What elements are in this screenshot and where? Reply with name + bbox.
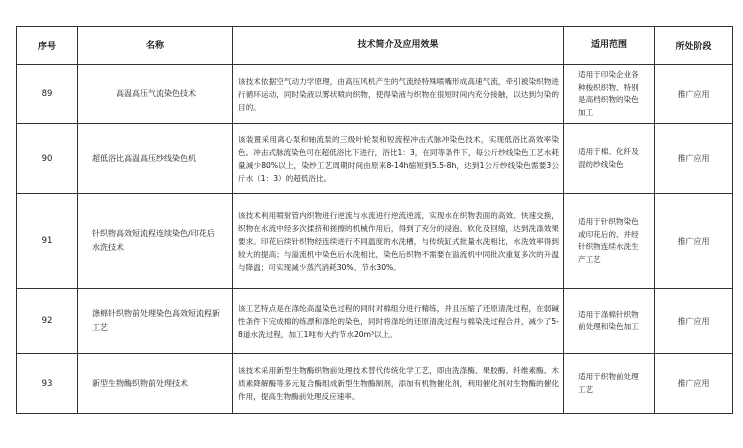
- row-stage: 推广应用: [655, 289, 733, 354]
- row-stage: 推广应用: [655, 65, 733, 124]
- row-number: 90: [17, 124, 78, 194]
- header-desc: 技术简介及应用效果: [233, 27, 564, 65]
- row-stage: 推广应用: [655, 194, 733, 289]
- table-row: [17, 354, 733, 414]
- row-stage: 推广应用: [655, 124, 733, 194]
- row-name-cell: [78, 194, 233, 289]
- row-name: 涤棉针织物前处理染色高效短流程新工艺: [92, 309, 220, 332]
- row-name: 超低浴比高温高压纱线染色机: [92, 153, 196, 163]
- row-scope-cell: [564, 194, 655, 289]
- row-desc-cell: [233, 194, 564, 289]
- row-scope-cell: [564, 124, 655, 194]
- row-name-cell: [78, 354, 233, 414]
- table-row: [17, 194, 733, 289]
- header-name: 名称: [78, 27, 233, 65]
- row-number: 91: [17, 194, 78, 289]
- row-name: 高温高压气流染色技术: [116, 89, 196, 98]
- row-name-cell: [78, 124, 233, 194]
- row-name-cell: [78, 289, 233, 354]
- row-name: 针织物高效短流程连续染色/印花后水洗技术: [92, 229, 215, 252]
- row-name-cell: [78, 65, 233, 124]
- row-number: 93: [17, 354, 78, 414]
- row-scope: 适用于织物前处理工艺: [578, 372, 639, 394]
- table-row: [17, 124, 733, 194]
- row-desc: 该技术利用喷射管内织物进行逆流与水流进行逆流逆流，实现水在织物表面的高效、快速交换，织物在水流中经多次揉挤和搓擦的机械作用后，得到了充分的浸泡、软化及回缩，达到洗涤效果要求。印花后续针织物经连续进行不同温度的水洗槽，与传统缸式批量水洗相比，水洗效率得到较大的提高；与溢流机中染色后水洗相比，染色后织物不需要在溢流机中同批次重复多次的升温与降温；可实现减少蒸汽消耗30%、节水30%。: [238, 210, 559, 272]
- technology-table: [16, 26, 733, 414]
- row-desc-cell: [233, 289, 564, 354]
- row-scope: 适用于印染企业各种梭织织物、特别是高档织物的染色加工: [578, 70, 639, 117]
- header-no: 序号: [17, 27, 78, 65]
- header-scope: 适用范围: [564, 27, 655, 65]
- table-row: [17, 65, 733, 124]
- header-stage: 所处阶段: [655, 27, 733, 65]
- row-scope: 适用于针织物染色或印花后的、并经针织物连续水洗生产工艺: [578, 217, 639, 264]
- row-desc: 该工艺特点是在涤纶高温染色过程的同时对棉组分进行精练，并且压缩了还原清洗过程，在弱碱性条件下完成棉的练漂和涤纶的染色，同时将涤纶的还原清洗过程与棉染洗过程合并，减少了5-8道水洗过程，加工1吨布大约节水20m³以上。: [238, 303, 559, 339]
- table-row: [17, 289, 733, 354]
- row-number: 89: [17, 65, 78, 124]
- row-desc-cell: [233, 354, 564, 414]
- row-scope: 适用于棉、化纤及混纺纱线染色: [578, 147, 639, 169]
- row-number: 92: [17, 289, 78, 354]
- row-name: 新型生物酶织物前处理技术: [92, 378, 188, 388]
- row-scope-cell: [564, 65, 655, 124]
- row-desc: 该技术依据空气动力学原理，由高压风机产生的气流经特殊喷嘴形成高速气流，牵引被染织物进行循环运动，同时染液以雾状喷向织物，使得染液与织物在很短时间内充分接触，以达到匀染的目的。: [238, 76, 559, 112]
- row-desc-cell: [233, 124, 564, 194]
- row-stage: 推广应用: [655, 354, 733, 414]
- row-desc-cell: [233, 65, 564, 124]
- table-header-row: [17, 27, 733, 65]
- row-desc: 该装置采用离心泵和轴流泵的三级叶轮泵和短流程冲击式脉冲染色技术，实现低浴比高效率染色。冲击式脉流染色可在超低浴比下进行，浴比1：3，在同等条件下，每公斤纱线染色工艺水耗量减少80%以上，染纱工艺周期时间由原来8-14h缩短到5.5-8h，达到1公斤纱线染色需要3公斤水（1：3）的超低浴比。: [238, 134, 560, 183]
- row-scope-cell: [564, 289, 655, 354]
- row-desc: 该技术采用新型生物酶织物前处理技术替代传统化学工艺，即由洗涤酶、果胶酶、纤维素酶、木质素降解酶等多元复合酶组成新型生物酶制剂，添加有机物催化剂，利用催化剂对生物酶的催化作用，提高生物酶前处理反应速率。: [238, 366, 559, 401]
- row-scope: 适用于涤棉针织物前处理和染色加工: [578, 309, 639, 331]
- row-scope-cell: [564, 354, 655, 414]
